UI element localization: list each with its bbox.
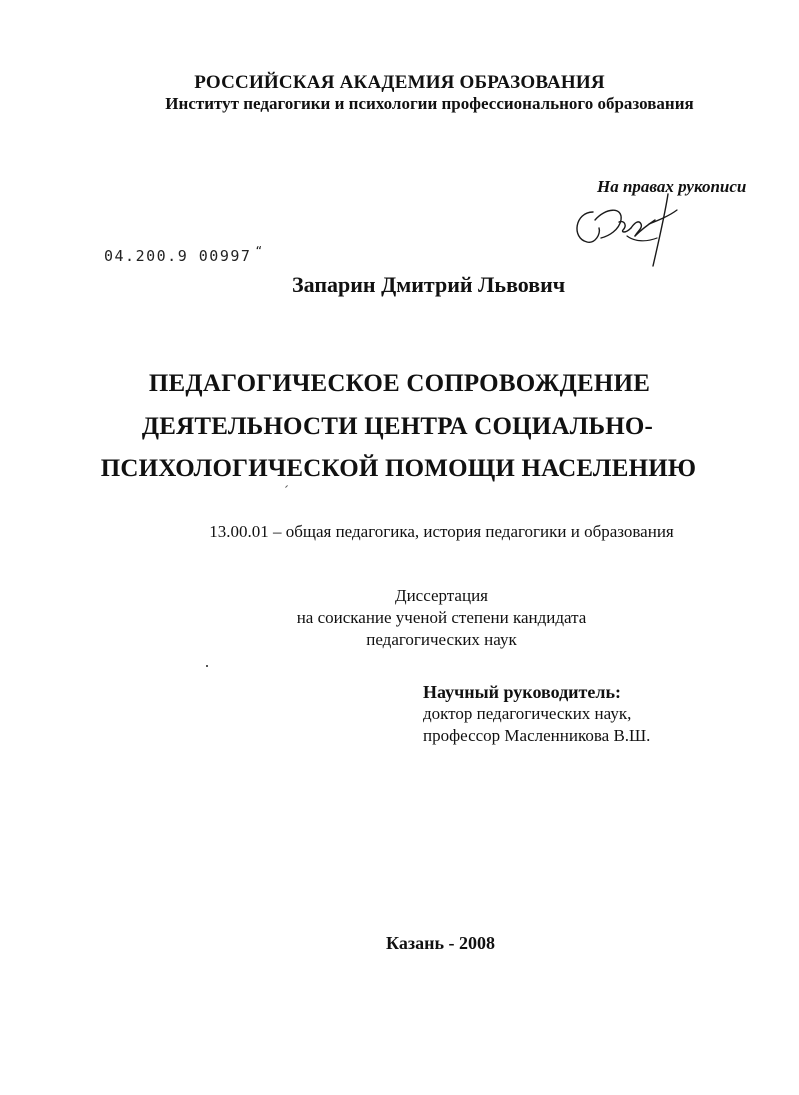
title-line-3: ПСИХОЛОГИЧЕСКОЙ ПОМОЩИ НАСЕЛЕНИЮ [100,455,697,482]
organization-name: РОССИЙСКАЯ АКАДЕМИЯ ОБРАЗОВАНИЯ [194,72,605,93]
signature-icon [565,190,695,270]
degree-line-3: педагогических наук [366,630,517,649]
title-line-1: ПЕДАГОГИЧЕСКОЕ СОПРОВОЖДЕНИЕ [148,370,651,397]
quote-mark-icon: “ [255,244,264,257]
degree-line-1: Диссертация [394,586,488,605]
specialty-code: 13.00.01 – общая педагогика, история педагогики и образования [209,522,674,541]
city-year: Казань - 2008 [386,933,495,953]
manuscript-note: На правах рукописи [597,177,747,196]
advisor-degree: доктор педагогических наук, [423,704,632,723]
archive-code-number: 04.200.9 00997 [104,247,252,265]
advisor-label: Научный руководитель: [423,682,621,702]
scan-speck [206,665,208,667]
author-name: Запарин Дмитрий Львович [292,272,566,297]
degree-line-2: на соискание ученой степени кандидата [296,608,587,627]
advisor-block [423,681,650,747]
advisor-name: профессор Масленникова В.Ш. [423,726,651,745]
archive-code [104,244,264,265]
institute-name: Институт педагогики и психологии профессионального образования [165,94,694,113]
title-line-2: ДЕЯТЕЛЬНОСТИ ЦЕНТРА СОЦИАЛЬНО- [141,413,654,440]
scan-speck [285,485,288,488]
